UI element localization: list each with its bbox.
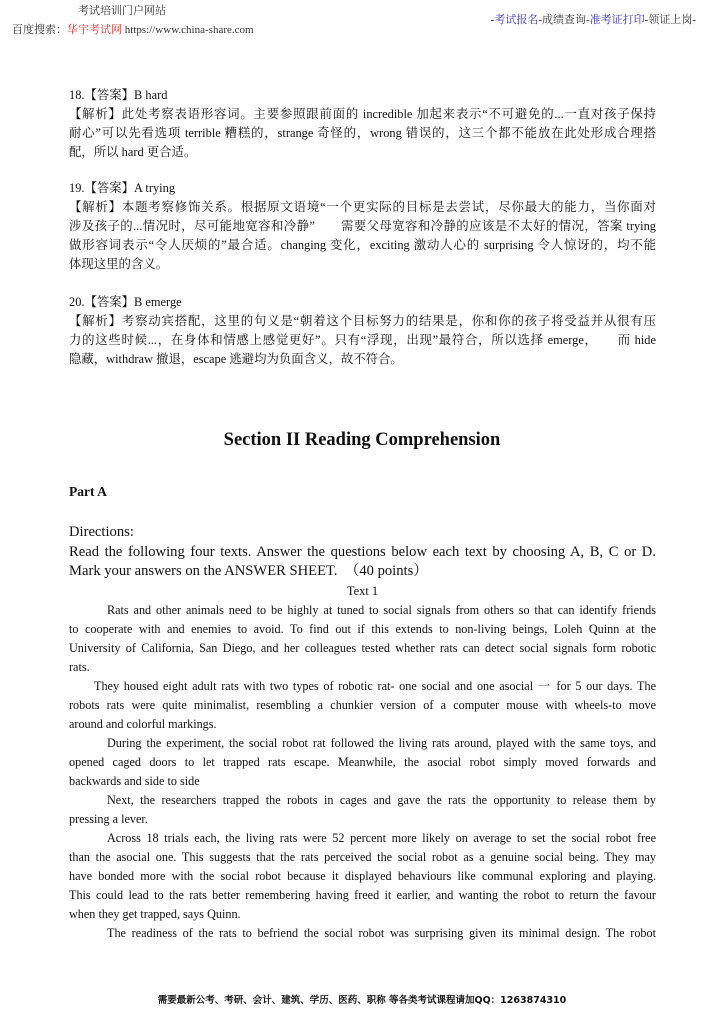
analysis-line: 【解析】本题考察修饰关系。根据原文语境“一个更实际的目标是去尝试，尽你最大的能力，当你面对 (69, 200, 656, 214)
analysis-line: 配，所以 hard 更合适。 (69, 145, 197, 159)
brand-link[interactable]: 华宇考试网 (67, 24, 122, 36)
analysis-line: 【解析】考察动宾搭配，这里的句义是“朝着这个目标努力的结果是，你和你的孩子将受益并从很有压 (69, 314, 656, 328)
passage-line: have bonded more with the social robot because it displayed behaviours like communal exploring and playing. (69, 869, 656, 883)
link-admission-ticket[interactable]: 准考证打印 (589, 14, 645, 26)
analysis-line: 涉及孩子的...情况时，尽可能地宽容和冷静” 需要父母宽容和冷静的应该是不太好的情况，答案 trying (69, 219, 656, 233)
answer-line: 19.【答案】A trying (69, 181, 176, 195)
passage-line: rats. (69, 660, 90, 674)
search-hint (12, 21, 254, 37)
link-score-query[interactable]: -成绩查询- (538, 14, 590, 26)
passage (69, 601, 656, 943)
link-exam-registration[interactable]: 考试报名 (494, 14, 539, 26)
search-label: 百度搜索： (12, 24, 67, 36)
answer-line: 20.【答案】B emerge (69, 295, 182, 309)
answer-line: 18.【答案】B hard (69, 88, 168, 102)
passage-line: backwards and side to side (69, 774, 200, 788)
header-links (491, 11, 696, 27)
directions (69, 523, 656, 582)
answer-19 (69, 179, 656, 274)
analysis-line: 力的这些时候...，在身体和情感上感觉更好”。只有“浮现，出现”最符合，所以选择 emerge， 而 hide (69, 333, 656, 347)
analysis-line: 做形容词表示“令人厌烦的”最合适。changing 变化，exciting 激动人心的 surprising 令人惊讶的，均不能 (69, 238, 656, 252)
part-title: Part A (69, 484, 107, 499)
passage-line: Rats and other animals need to be highly at tuned to social signals from others so that can identify friends (107, 603, 656, 617)
site-url[interactable]: https://www.china-share.com (124, 24, 254, 36)
passage-line: when they get trapped, says Quinn. (69, 907, 241, 921)
site-name: 考试培训门户网站 (78, 5, 166, 17)
passage-line: University of California, San Diego, and her colleagues tested whether rats can detect social signals form robotic (69, 641, 656, 655)
passage-line: During the experiment, the social robot rat followed the living rats around, played with the same toys, and (107, 736, 656, 750)
link-certificate[interactable]: -领证上岗- (644, 14, 696, 26)
passage-line: than the asocial one. This suggests that the rats perceived the social robot as a genuine social being. They may (69, 850, 656, 864)
answer-18 (69, 86, 656, 162)
directions-line: Mark your answers on the ANSWER SHEET. （40 points） (69, 563, 428, 579)
analysis-line: 耐心”可以先看选项 terrible 糟糕的，strange 奇怪的，wrong 错误的，这三个都不能放在此处形成合理搭 (69, 126, 656, 140)
answer-20 (69, 293, 656, 369)
passage-line: They housed eight adult rats with two types of robotic rat- one social and one asocial 一 for 5 our days. The (94, 679, 656, 693)
text-title: Text 1 (346, 584, 379, 598)
analysis-line: 体现这里的含义。 (69, 257, 169, 271)
passage-line: This could lead to the rats better remembering having freed it earlier, and wanting the robot to return the favour (69, 888, 656, 902)
passage-line: to cooperate with and enemies to avoid. To find out if this extends to non-living beings, Loleh Quinn at the (69, 622, 656, 636)
section-title: Section II Reading Comprehension (223, 430, 501, 450)
footer-note: 需要最新公考、考研、会计、建筑、学历、医药、职称 等各类考试课程请加QQ：1263874310 (157, 995, 567, 1006)
directions-line: Read the following four texts. Answer the questions below each text by choosing A, B, C or D. (69, 543, 656, 560)
separator: - (490, 14, 495, 26)
passage-line: pressing a lever. (69, 812, 148, 826)
passage-line: robots rats were quite minimalist, resembling a chunkier version of a computer mouse with wheels-to move (69, 698, 656, 712)
analysis-line: 【解析】此处考察表语形容词。主要参照跟前面的 incredible 加起来表示“不可避免的...一直对孩子保持 (69, 107, 656, 121)
directions-heading: Directions: (69, 524, 134, 540)
passage-line: Next, the researchers trapped the robots in cages and gave the rats the opportunity to release them by (107, 793, 656, 807)
analysis-line: 隐藏，withdraw 撤退，escape 逃避均为负面含义，故不符合。 (69, 352, 403, 366)
passage-line: The readiness of the rats to befriend the social robot was surprising given its minimal design. The robot (107, 926, 656, 940)
passage-line: opened caged doors to let trapped rats escape. Meanwhile, the asocial robot simply moved forwards and (69, 755, 656, 769)
passage-line: around and colorful markings. (69, 717, 217, 731)
passage-line: Across 18 trials each, the living rats were 52 percent more likely on average to set the social robot free (107, 831, 656, 845)
